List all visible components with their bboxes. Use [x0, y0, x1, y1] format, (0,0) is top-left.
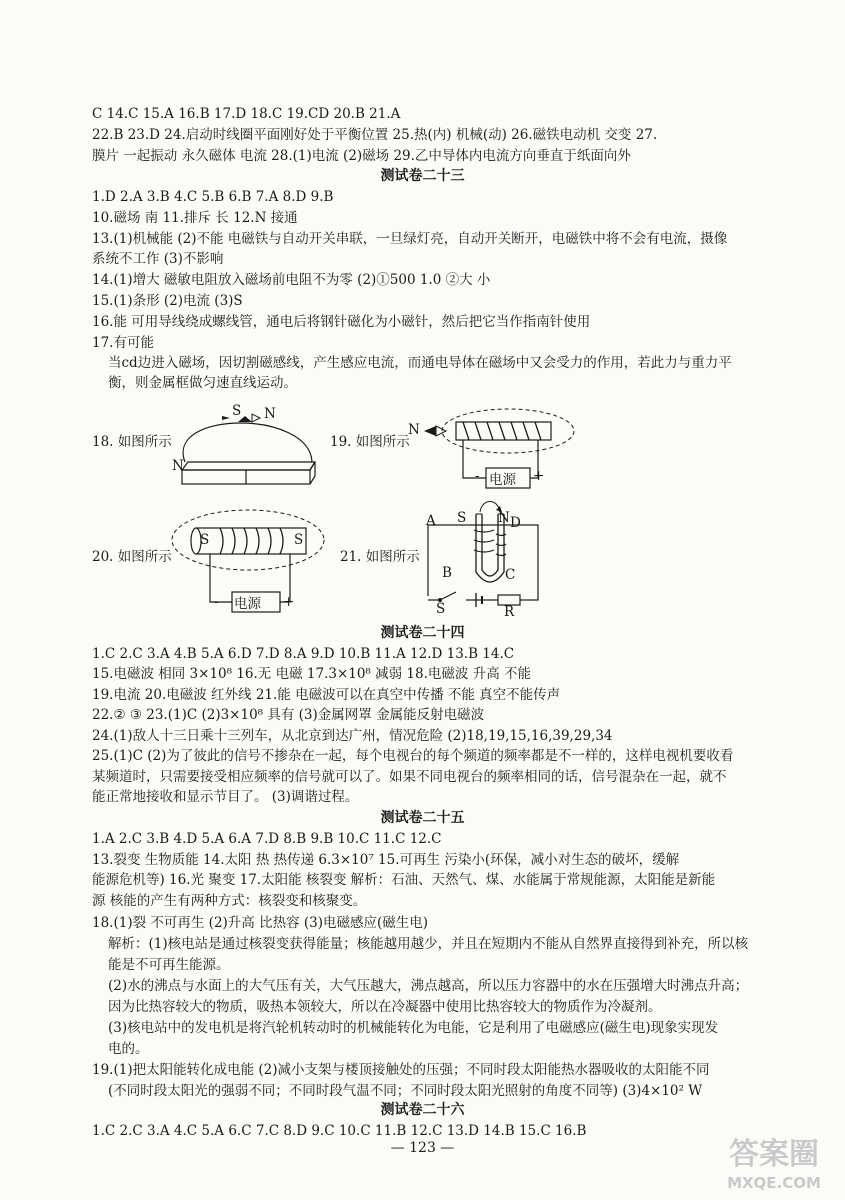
answer-line: 15.(1)条形 (2)电流 (3)S	[92, 293, 243, 309]
fig-21-s-label: S	[457, 510, 467, 526]
answer-line: 19.(1)把太阳能转化成电能 (2)减小支架与楼顶接触处的压强；不同时段太阳能热水器吸收的太阳能不同	[92, 1062, 710, 1078]
answer-line: 能是不可再生能源。	[108, 957, 230, 973]
answer-line: 18.(1)裂 不可再生 (2)升高 比热容 (3)电磁感应(磁生电)	[92, 915, 429, 931]
answer-line: 19.电流 20.电磁波 红外线 21.能 电磁波可以在真空中传播 不能 真空不能传声	[92, 687, 561, 703]
fig-21-switch-label: S	[436, 601, 446, 617]
fig-18-n-label: N	[264, 406, 276, 422]
page-number: — 123 —	[390, 1140, 455, 1156]
fig-20-s-label: S	[200, 532, 210, 548]
fig-20-plus: +	[283, 594, 295, 610]
fig-18-n2-label: N	[172, 458, 184, 474]
answer-line: 22.B 23.D 24.启动时线圈平面刚好处于平衡位置 25.热(内) 机械(动) 26.磁铁电动机 交变 27.	[92, 127, 658, 143]
answer-line: 衡，则金属框做匀速直线运动。	[108, 375, 297, 391]
fig-21-r-label: R	[504, 604, 515, 620]
answer-line: 电的。	[108, 1041, 149, 1057]
fig-21-d-label: D	[510, 515, 521, 531]
answer-line: 膜片 一起振动 永久磁体 电流 28.(1)电流 (2)磁场 29.乙中导体内电流方向垂直于纸面向外	[92, 148, 631, 164]
fig-20-minus: -	[214, 594, 219, 610]
fig-21-a-label: A	[426, 513, 436, 529]
fig-18-s-label: S	[232, 403, 242, 419]
section-heading-25: 测试卷二十五	[380, 810, 465, 826]
answer-line: 某频道时，只需要接受相应频率的信号就可以了。如果不同电视台的频率相同的话，信号混杂在一起，就不	[92, 769, 727, 785]
fig-18-bar-magnet	[160, 400, 325, 500]
answer-line: 1.C 2.C 3.A 4.C 5.A 6.C 7.C 8.D 9.C 10.C 11.B 12.C 13.D 14.B 15.C 16.B	[92, 1123, 587, 1139]
fig-21-n-label: N	[498, 510, 510, 526]
fig-19-n-label: N	[408, 422, 420, 438]
fig-19-power: 电源	[489, 472, 516, 488]
fig-19-plus: +	[533, 468, 545, 484]
answer-line: (2)水的沸点与水面上的大气压有关，大气压越大，沸点越高，所以压力容器中的水在压强增大时沸点升高；	[108, 978, 749, 994]
answer-line: 25.(1)C (2)为了彼此的信号不掺杂在一起，每个电视台的每个频道的频率都是不一样的，这样电视机要收看	[92, 748, 734, 764]
answer-line: 1.A 2.C 3.B 4.D 5.A 6.A 7.D 8.B 9.B 10.C 11.C 12.C	[92, 831, 442, 847]
answer-line: 能正常地接收和显示节目了。 (3)调谐过程。	[92, 789, 359, 805]
answer-line: 14.(1)增大 磁敏电阻放入磁场前电阻不为零 (2)①500 1.0 ②大 小	[92, 272, 491, 288]
answer-line: (3)核电站中的发电机是将汽轮机转动时的机械能转化为电能，它是利用了电磁感应(磁生电)现象实现发	[108, 1020, 719, 1036]
section-heading-23: 测试卷二十三	[380, 168, 465, 184]
answer-line: 16.能 可用导线绕成螺线管，通电后将钢针磁化为小磁针，然后把它当作指南针使用	[92, 314, 591, 330]
answer-line: 17.有可能	[92, 335, 154, 351]
answer-line: (不同时段太阳光的强弱不同；不同时段气温不同；不同时段太阳光照射的角度不同等) (3)4×10² W	[108, 1083, 703, 1099]
fig-20-power: 电源	[234, 596, 261, 612]
answer-line: 1.D 2.A 3.B 4.C 5.B 6.B 7.A 8.D 9.B	[92, 189, 334, 205]
answer-line: 13.裂变 生物质能 14.太阳 热 热传递 6.3×10⁷ 15.可再生 污染小(环保，减小对生态的破坏，缓解	[92, 852, 680, 868]
section-heading-24: 测试卷二十四	[380, 625, 465, 641]
answer-line: 10.磁场 南 11.排斥 长 12.N 接通	[92, 210, 298, 226]
fig-20-s2-label: S	[294, 532, 304, 548]
fig-21-label: 21. 如图所示	[340, 549, 420, 565]
answer-line: 22.② ③ 23.(1)C (2)3×10⁸ 具有 (3)金属网罩 金属能反射电磁波	[92, 707, 485, 723]
answer-line: 1.C 2.C 3.A 4.B 5.A 6.D 7.D 8.A 9.D 10.B 11.A 12.D 13.B 14.C	[92, 646, 515, 662]
answer-line: 解析：(1)核电站是通过核裂变获得能量；核能越用越少，并且在短期内不能从自然界直接得到补充，所以核	[108, 936, 749, 952]
answer-line: 系统不工作 (3)不影响	[92, 251, 224, 267]
fig-19-label: 19. 如图所示	[330, 434, 410, 450]
answer-line: 当cd边进入磁场，因切割磁感线，产生感应电流，而通电导体在磁场中又会受力的作用，若此力与重力平	[108, 355, 732, 371]
svg-text:答案圈: 答案圈	[729, 1137, 819, 1172]
answer-line: 24.(1)敌人十三日乘十三列车，从北京到达广州，情况危险 (2)18,19,15,16,39,29,34	[92, 728, 613, 744]
section-heading-26: 测试卷二十六	[380, 1102, 465, 1118]
watermark-logo	[706, 1128, 842, 1196]
answer-line: 13.(1)机械能 (2)不能 电磁铁与自动开关串联，一旦绿灯亮，自动开关断开，电磁铁中将不会有电流，摄像	[92, 231, 728, 247]
answer-line: 因为比热容较大的物质，吸热本领较大，所以在冷凝器中使用比热容较大的物质作为冷凝剂。	[108, 999, 662, 1015]
fig-20-label: 20. 如图所示	[92, 549, 172, 565]
svg-text:MXQE.COM: MXQE.COM	[727, 1174, 821, 1192]
fig-19-minus: -	[475, 468, 480, 484]
answer-line: 源 核能的产生有两种方式：核裂变和核聚变。	[92, 893, 367, 909]
fig-18-label: 18. 如图所示	[92, 434, 172, 450]
fig-21-c-label: C	[505, 567, 516, 583]
answer-line: 能源危机等) 16.光 聚变 17.太阳能 核裂变 解析：石油、天然气、煤、水能属于常规能源，太阳能是新能	[92, 872, 716, 888]
answer-line: 15.电磁波 相同 3×10⁸ 16.无 电磁 17.3×10⁸ 减弱 18.电磁波 升高 不能	[92, 666, 531, 682]
answer-line: C 14.C 15.A 16.B 17.D 18.C 19.CD 20.B 21.A	[92, 106, 401, 122]
fig-21-b-label: B	[442, 565, 452, 581]
